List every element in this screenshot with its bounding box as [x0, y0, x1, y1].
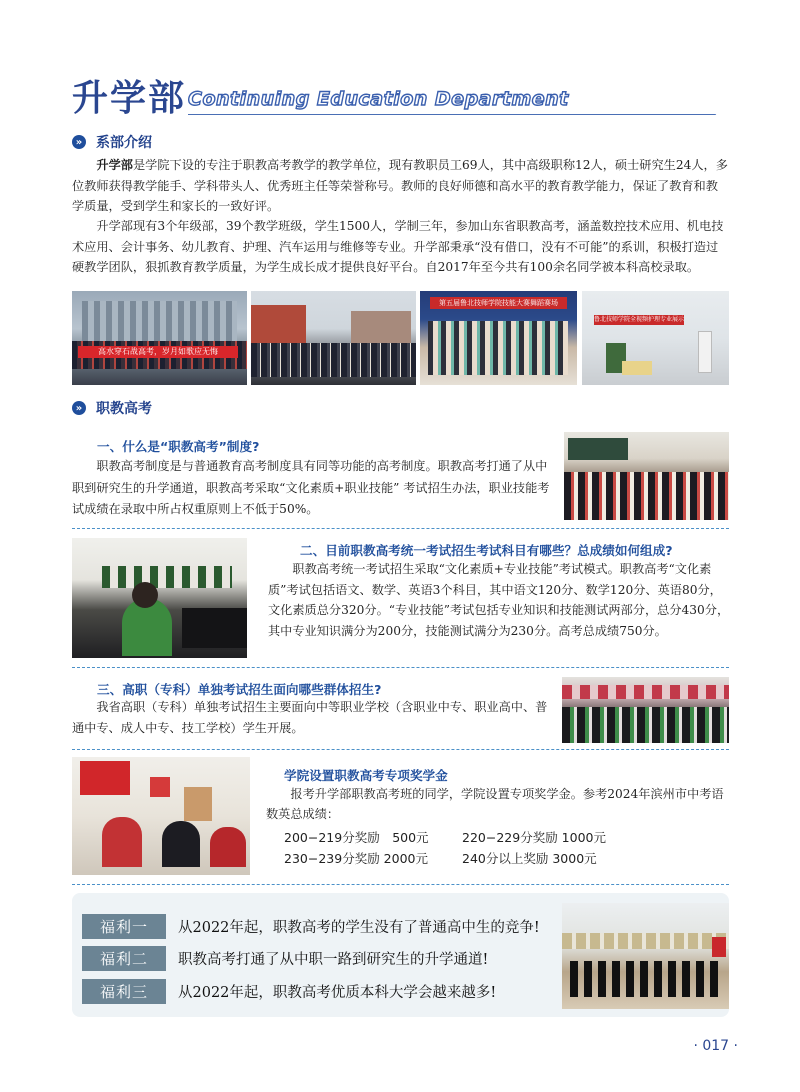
page-number: · 017 ·	[693, 1038, 738, 1054]
award-text: 报考升学部职教高考班的同学，学院设置专项奖学金。参考2024年滨州市中考语数英总成绩：	[266, 787, 724, 821]
award-item: 200−219分奖励 500元	[284, 830, 429, 845]
award-title: 学院设置职教高考专项奖学金	[284, 768, 448, 783]
q3-title: 三、高职（专科）单独考试招生面向哪些群体招生?	[97, 682, 382, 697]
benefit-tag: 福利三	[82, 979, 166, 1004]
section-heading-label: 系部介绍	[96, 135, 152, 151]
page-title: 升学部	[72, 78, 187, 119]
divider	[72, 528, 729, 529]
photo-computer-lab	[562, 677, 729, 743]
divider	[72, 884, 729, 885]
photo-students-building	[72, 291, 247, 385]
q3-text: 我省高职（专科）单独考试招生主要面向中等职业学校（含职业中专、职业高中、普通中专、成人中专、技工学校）学生开展。	[72, 700, 548, 735]
benefit-text: 职教高考打通了从中职一路到研究生的升学通道!	[178, 952, 489, 968]
photo-banner-text: 高水穿石战高考，岁月如歌应无悔	[78, 346, 238, 358]
photo-staff-group	[251, 291, 416, 385]
divider	[72, 749, 729, 750]
benefit-tag: 福利二	[82, 946, 166, 971]
benefit-row	[82, 946, 488, 971]
q2-text: 职教高考统一考试招生采取“文化素质+专业技能”考试模式。职教高考“文化素质”考试包括语文、数学、英语3个科目，其中语文120分、数学120分、英语80分，文化素质总分320分。“专业技能”考试包括专业知识和技能测试两部分，总分430分，其中专业知识满分为200分，技能测试满分为230分。高考总成绩750分。	[268, 562, 730, 638]
award-item: 230−239分奖励 2000元	[284, 851, 428, 866]
section-heading-label: 职教高考	[96, 401, 152, 417]
divider	[72, 667, 729, 668]
page-title-english: Continuing Education Department	[188, 88, 569, 110]
award-item: 240分以上奖励 3000元	[462, 851, 597, 866]
q1-title: 一、什么是“职教高考”制度?	[97, 439, 260, 454]
q2-title: 二、目前职教高考统一考试招生考试科目有哪些？总成绩如何组成?	[300, 543, 673, 558]
photo-students-desks	[72, 757, 250, 875]
section-heading-intro	[72, 132, 152, 152]
benefit-text: 从2022年起，职教高考优质本科大学会越来越多!	[178, 985, 497, 1001]
photo-banner-text: 第五届鲁北技师学院技能大赛舞蹈赛场	[430, 297, 567, 309]
benefit-text: 从2022年起，职教高考的学生没有了普通高中生的竞争!	[178, 920, 540, 936]
photo-banner-text: 鲁北技师学院全视频护理专业展示	[594, 316, 685, 323]
intro-lead: 升学部	[96, 158, 133, 172]
benefit-row	[82, 914, 540, 939]
photo-dance-practice	[562, 903, 729, 1009]
photo-classroom-1	[564, 432, 729, 520]
intro-paragraph-1	[72, 155, 729, 217]
benefit-tag: 福利一	[82, 914, 166, 939]
intro-paragraph-2: 升学部现有3个年级部，39个教学班级，学生1500人，学制三年，参加山东省职教高考，涵盖数控技术应用、机电技术应用、会计事务、幼儿教育、护理、汽车运用与维修等专业。升学部秉承“没有借口，没有不可能”的系训，积极打造过硬教学团队，狠抓教育教学质量，为学生成长成才提供良好平台。自2017年至今共有100余名同学被本科高校录取。	[72, 219, 724, 274]
section-heading-exam	[72, 398, 152, 418]
chevron-right-icon: »	[72, 401, 86, 415]
photo-piano-class	[72, 538, 247, 658]
photo-dance-competition	[420, 291, 577, 385]
q1-text: 职教高考制度是与普通教育高考制度具有同等功能的高考制度。职教高考打通了从中职到研究生的升学通道，职教高考采取“文化素质+职业技能” 考试招生办法，职业技能考试成绩在录取中所占权重原则上不低于50%。	[72, 459, 550, 516]
benefit-row	[82, 979, 496, 1004]
chevron-right-icon: »	[72, 135, 86, 149]
intro-text-1: 是学院下设的专注于职教高考教学的教学单位，现有教职员工69人，其中高级职称12人，硕士研究生24人，多位教师获得教学能手、学科带头人、优秀班主任等荣誉称号。教师的良好师德和高水平的教育教学能力，保证了教育和教学质量，受到学生和家长的一致好评。	[72, 158, 728, 213]
photo-nursing-classroom	[582, 291, 729, 385]
title-divider	[188, 114, 698, 115]
award-item: 220−229分奖励 1000元	[462, 830, 606, 845]
title-divider-tail	[684, 114, 717, 129]
